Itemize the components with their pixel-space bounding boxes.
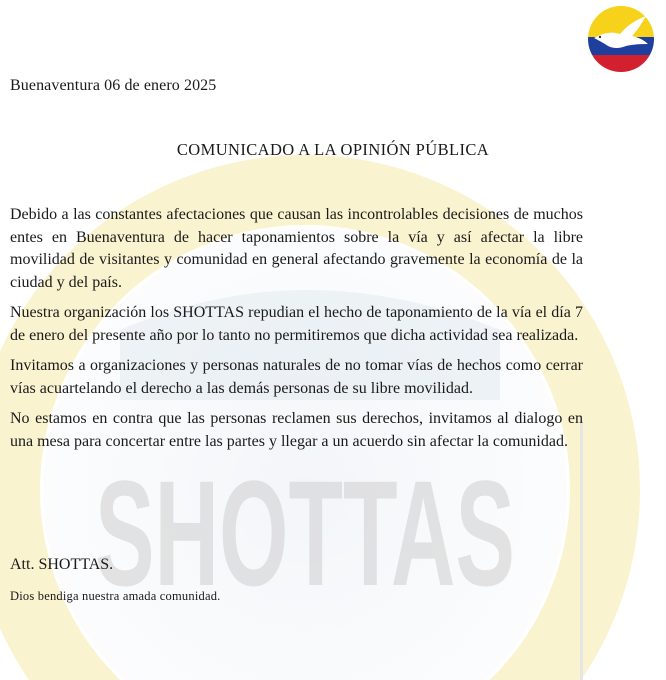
document-body <box>10 204 583 461</box>
watermark-text: SHOTTAS <box>95 449 515 617</box>
paragraph-1: Debido a las constantes afectaciones que causan las incontrolables decisiones de muchos entes en Buenaventura de hacer taponamientos sobre la vía y así afectar la libre movilidad de visitantes y comunidad en general afectando gravemente la economía de la ciudad y del país. <box>10 206 583 291</box>
closing-line: Dios bendiga nuestra amada comunidad. <box>10 589 221 603</box>
signature: Att. SHOTTAS. <box>10 556 114 573</box>
document-date: Buenaventura 06 de enero 2025 <box>10 77 217 94</box>
paragraph-3: Invitamos a organizaciones y personas naturales de no tomar vías de hechos como cerrar vías acuartelando el derecho a las demás personas de su libre movilidad. <box>10 357 583 397</box>
paragraph-2: Nuestra organización los SHOTTAS repudian el hecho de taponamiento de la vía el día 7 de enero del presente año por lo tanto no permitiremos que dicha actividad sea realizada. <box>10 304 583 344</box>
paragraph-4: No estamos en contra que las personas reclamen sus derechos, invitamos al dialogo en una mesa para concertar entre las partes y llegar a un acuerdo sin afectar la comunidad. <box>10 410 583 450</box>
document-title: COMUNICADO A LA OPINIÓN PÚBLICA <box>176 140 490 159</box>
